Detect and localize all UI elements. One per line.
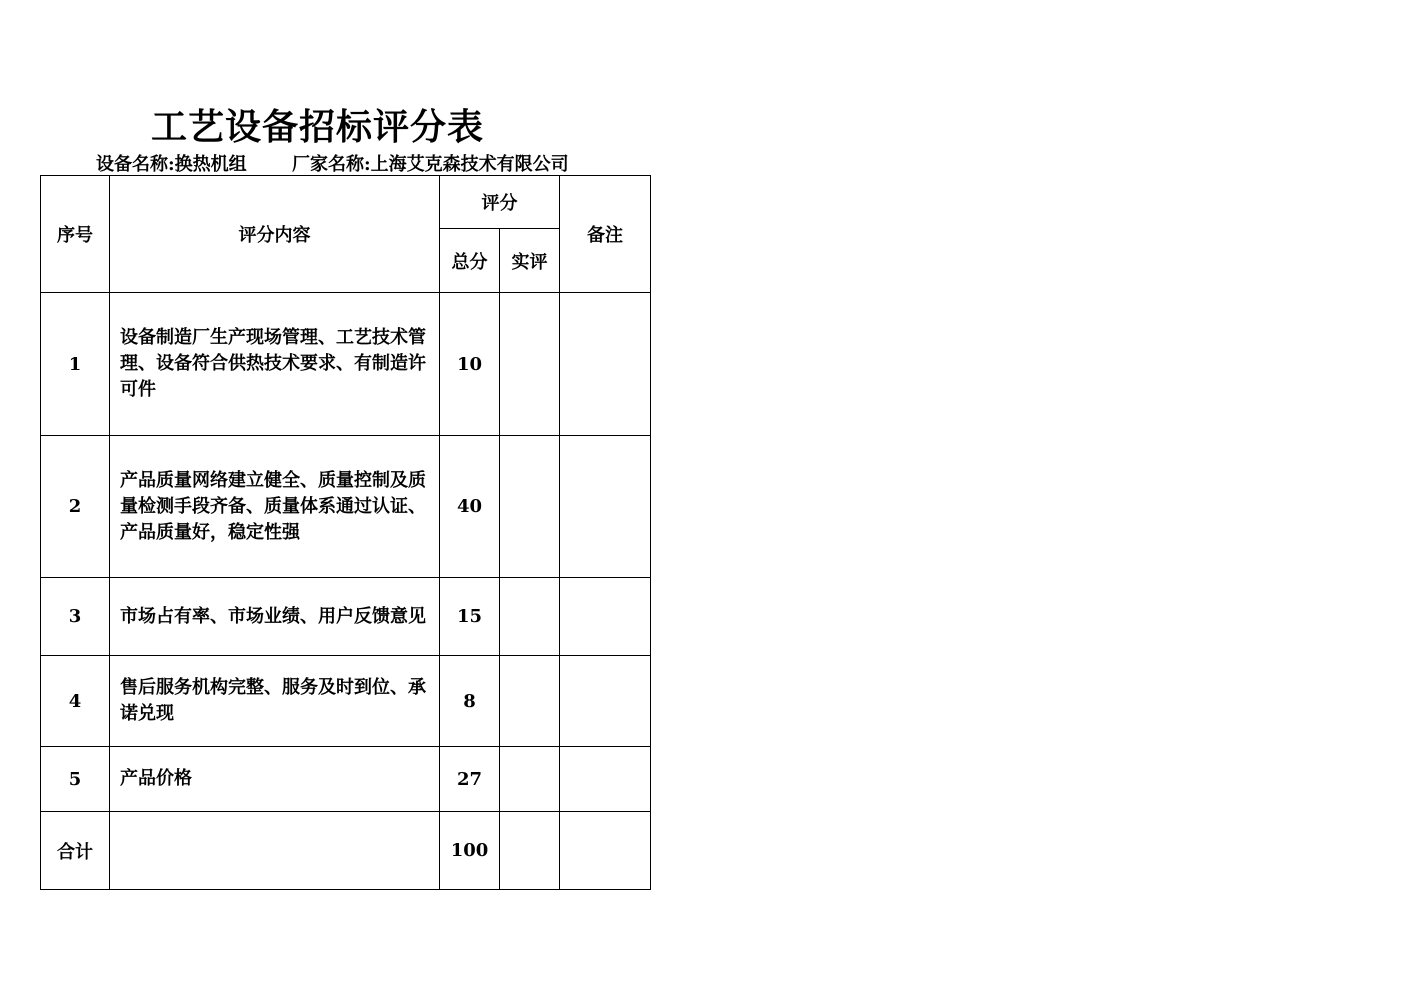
table-row: [41, 747, 651, 812]
table-row: [41, 578, 651, 656]
row-total: 8: [440, 656, 500, 747]
row-remark[interactable]: [560, 436, 651, 578]
header-remark: 备注: [560, 176, 651, 293]
header-score-group: 评分: [440, 176, 560, 229]
row-index: 1: [41, 293, 110, 436]
header-row-top: [41, 176, 651, 229]
device-name-label: 设备名称:换热机组: [96, 154, 247, 175]
vendor-name-label: 厂家名称:上海艾克森技术有限公司: [292, 154, 569, 175]
row-actual[interactable]: [500, 578, 560, 656]
row-remark[interactable]: [560, 747, 651, 812]
sum-row: [41, 812, 651, 890]
sum-content: [110, 812, 440, 890]
row-content: 市场占有率、市场业绩、用户反馈意见: [110, 578, 440, 656]
sum-total: 100: [440, 812, 500, 890]
row-actual[interactable]: [500, 747, 560, 812]
row-actual[interactable]: [500, 293, 560, 436]
header-index: 序号: [41, 176, 110, 293]
row-remark[interactable]: [560, 578, 651, 656]
table-row: [41, 293, 651, 436]
row-content: 设备制造厂生产现场管理、工艺技术管理、设备符合供热技术要求、有制造许可件: [110, 293, 440, 436]
row-total: 40: [440, 436, 500, 578]
row-content: 产品价格: [110, 747, 440, 812]
row-index: 2: [41, 436, 110, 578]
header-content: 评分内容: [110, 176, 440, 293]
row-remark[interactable]: [560, 656, 651, 747]
row-actual[interactable]: [500, 436, 560, 578]
table-row: [41, 656, 651, 747]
row-content: 产品质量网络建立健全、质量控制及质量检测手段齐备、质量体系通过认证、产品质量好，稳定性强: [110, 436, 440, 578]
sum-remark[interactable]: [560, 812, 651, 890]
header-actual: 实评: [500, 229, 560, 293]
page-title: 工艺设备招标评分表: [151, 107, 485, 148]
row-index: 3: [41, 578, 110, 656]
row-total: 15: [440, 578, 500, 656]
row-index: 4: [41, 656, 110, 747]
row-actual[interactable]: [500, 656, 560, 747]
row-total: 27: [440, 747, 500, 812]
scoring-table: [40, 175, 651, 890]
row-remark[interactable]: [560, 293, 651, 436]
sum-label: 合计: [41, 812, 110, 890]
sum-actual[interactable]: [500, 812, 560, 890]
row-content: 售后服务机构完整、服务及时到位、承诺兑现: [110, 656, 440, 747]
row-total: 10: [440, 293, 500, 436]
row-index: 5: [41, 747, 110, 812]
header-total: 总分: [440, 229, 500, 293]
table-row: [41, 436, 651, 578]
